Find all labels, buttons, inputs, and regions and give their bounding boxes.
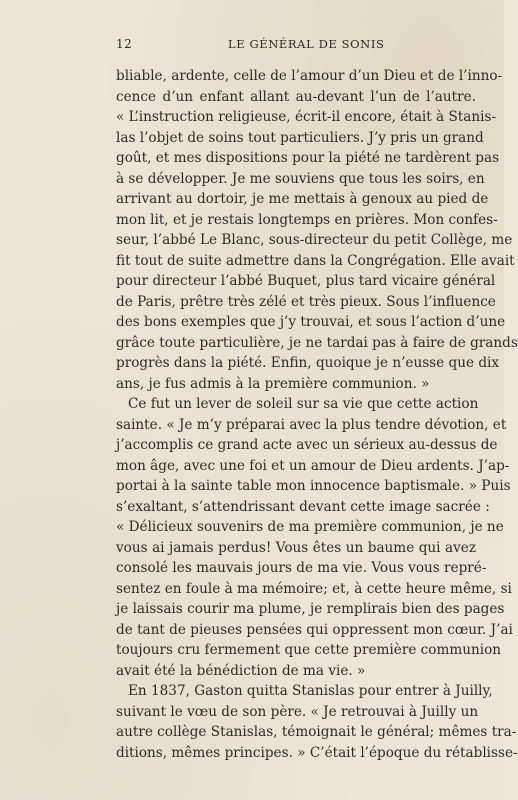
text-line: suivant le vœu de son père. « Je retrouvai à Juilly un (116, 703, 479, 720)
text-line: progrès dans la piété. Enfin, quoique je n’eusse que dix (116, 355, 500, 371)
text-line: cence d’un enfant allant au-devant l’un de l’autre. (116, 88, 476, 105)
text-line: « L’instruction religieuse, écrit-il encore, était à Stanis- (116, 109, 497, 125)
text-line: ans, je fus admis à la première communion. » (116, 375, 430, 392)
text-line: avait été la bénédiction de ma vie. » (116, 662, 366, 679)
text-line: « Délicieux souvenirs de ma première communion, je ne (116, 519, 504, 535)
text-line: autre collège Stanislas, témoignait le général; mêmes tra- (116, 724, 517, 740)
text-line: goût, et mes dispositions pour la piété ne tardèrent pas (116, 150, 500, 166)
text-line: de Paris, prêtre très zélé et très pieux. Sous l’influence (116, 293, 496, 310)
text-line: las l’objet de soins tout particuliers. J’y pris un grand (116, 129, 484, 146)
text-line: je laissais courir ma plume, je remplirais bien des pages (116, 601, 505, 617)
text-line: ditions, mêmes principes. » C’était l’époque du rétablisse- (116, 744, 518, 761)
text-line: bliable, ardente, celle de l’amour d’un Dieu et de l’inno- (116, 68, 503, 84)
text-line: de tant de pieuses pensées qui oppressent mon cœur. J’ai (116, 621, 513, 638)
page-number: 12 (116, 37, 133, 51)
page-header (116, 37, 476, 53)
text-line: seur, l’abbé Le Blanc, sous-directeur du petit Collège, me (116, 232, 513, 248)
text-line: Ce fut un lever de soleil sur sa vie que cette action (128, 396, 479, 412)
text-line: des bons exemples que j’y trouvai, et sous l’action d’une (116, 314, 506, 330)
text-line: pour directeur l’abbé Buquet, plus tard vicaire général (116, 273, 496, 289)
text-line: portai à la sainte table mon innocence baptismale. » Puis (116, 478, 511, 494)
text-line: consolé les mauvais jours de ma vie. Vous vous repré- (116, 560, 487, 576)
text-line: j’accomplis ce grand acte avec un sérieux au-dessus de (116, 437, 498, 453)
text-line: fit tout de suite admettre dans la Congrégation. Elle avait (116, 252, 515, 269)
text-line: toujours cru fermement que cette première communion (116, 642, 502, 658)
running-title: LE GÉNÉRAL DE SONIS (228, 37, 385, 51)
text-line: sentez en foule à ma mémoire; et, à cette heure même, si (116, 580, 512, 597)
text-line: mon lit, et je restais longtemps en prières. Mon confes- (116, 211, 498, 228)
text-line: arrivant au dortoir, je me mettais à genoux au pied de (116, 191, 489, 207)
text-line: sainte. « Je m’y préparai avec la plus tendre dévotion, et (116, 416, 507, 433)
text-line: En 1837, Gaston quitta Stanislas pour entrer à Juilly, (128, 683, 493, 699)
body-text (116, 66, 518, 763)
text-line: grâce toute particulière, je ne tardai pas à faire de grands (116, 334, 518, 351)
text-line: à se développer. Je me souviens que tous les soirs, en (116, 170, 485, 187)
text-line: mon âge, avec une foi et un amour de Dieu ardents. J’ap- (116, 457, 510, 474)
text-line: s’exaltant, s’attendrissant devant cette image sacrée : (116, 498, 490, 515)
text-line: vous ai jamais perdus! Vous êtes un baume qui avez (116, 539, 476, 556)
